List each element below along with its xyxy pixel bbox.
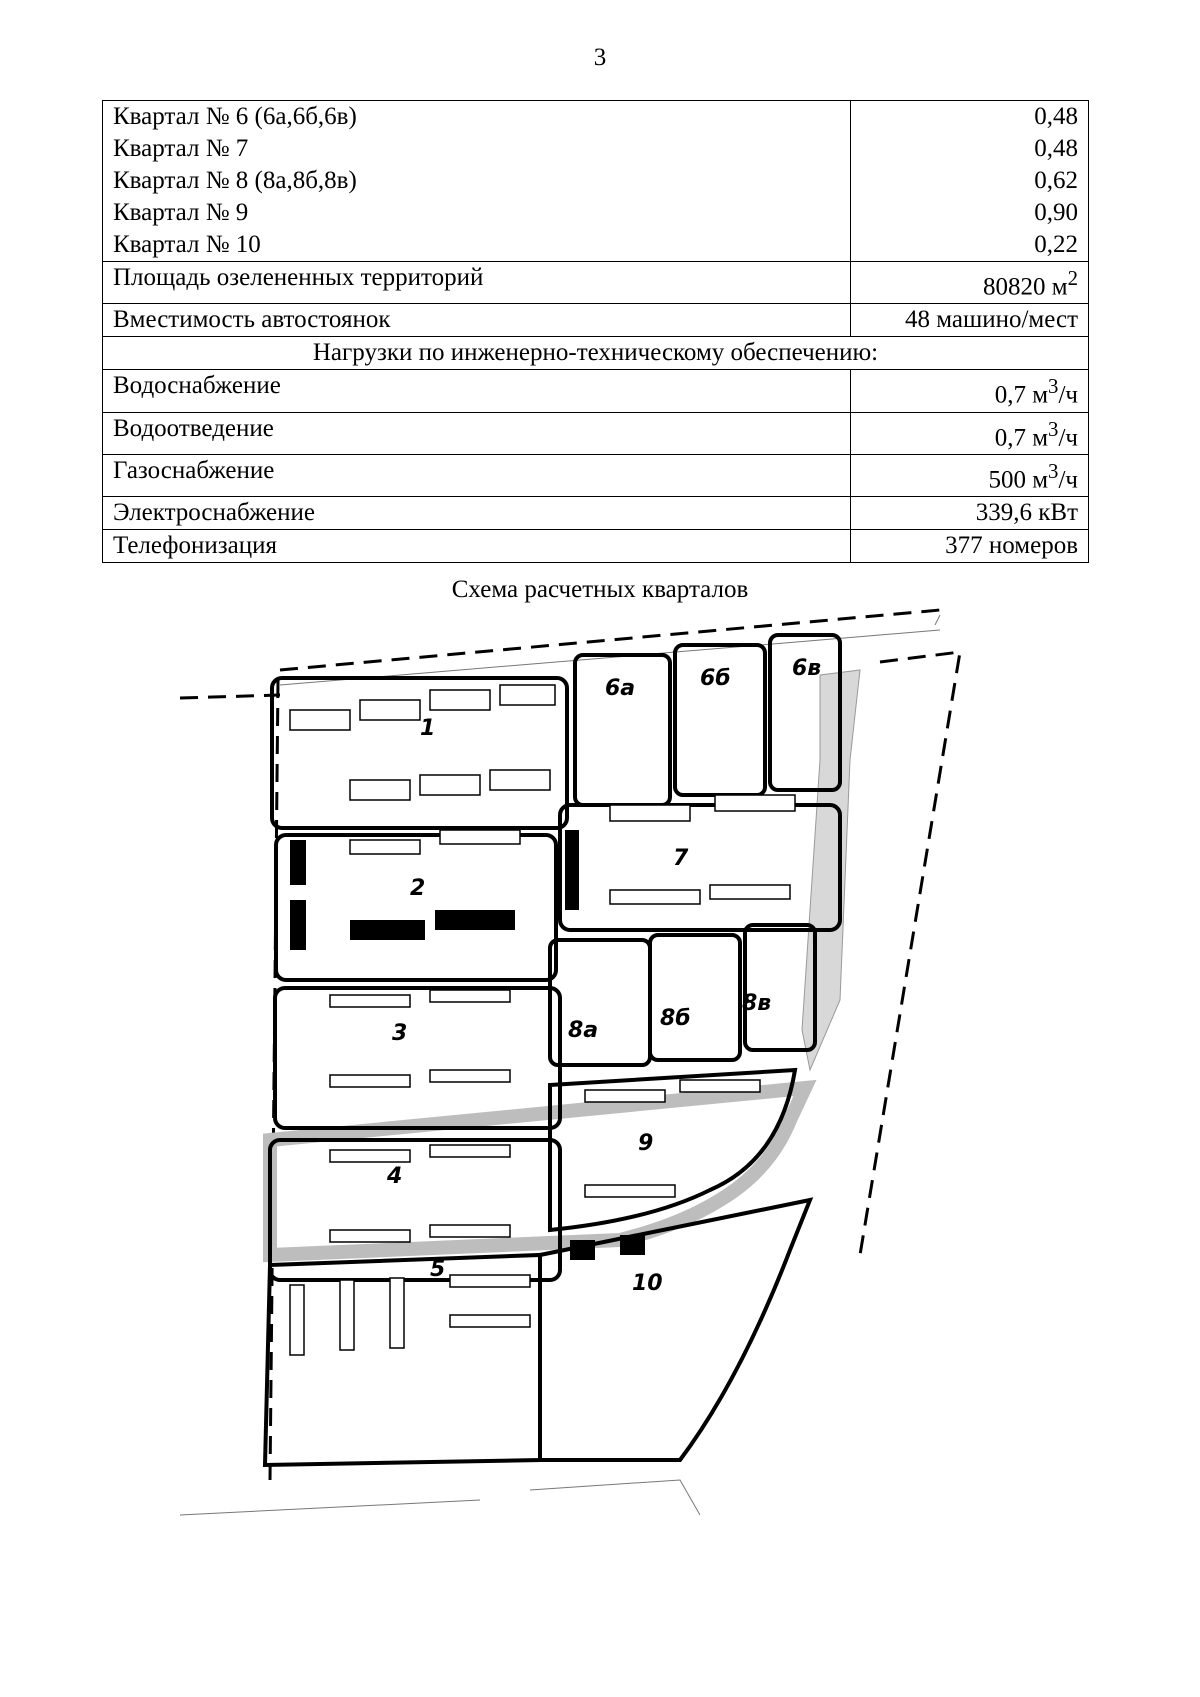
quarter-label-8v: 8в (742, 991, 772, 1016)
quarter-label-4: 4 (387, 1164, 403, 1189)
quarter-label-5: 5 (430, 1257, 446, 1282)
table-row (103, 530, 1089, 563)
water-supply-label: Водоснабжение (103, 370, 851, 412)
scheme-caption: Схема расчетных кварталов (451, 576, 749, 603)
quarter-name: Квартал № 8 (8а,8б,8в) (113, 167, 357, 194)
table-row (103, 337, 1089, 370)
quarter-value: 0,90 (1034, 199, 1078, 226)
power-supply-value: 339,6 кВт (851, 497, 1089, 530)
quarter-label-2: 2 (410, 876, 426, 901)
quarters-scheme (180, 600, 980, 1520)
green-strip (802, 670, 860, 1070)
quarter-labels (386, 656, 821, 1296)
drainage-label: Водоотведение (103, 412, 851, 454)
telephony-value: 377 номеров (851, 530, 1089, 563)
parking-value: 48 машино/мест (851, 304, 1089, 337)
quarter-label-8a: 8а (568, 1018, 599, 1043)
telephony-label: Телефонизация (103, 530, 851, 563)
quarter-8b-outline (650, 935, 740, 1060)
quarter-label-7: 7 (673, 846, 689, 871)
quarter-name: Квартал № 7 (113, 135, 249, 162)
table-row (103, 412, 1089, 454)
table-row (103, 370, 1089, 412)
drainage-value: 0,7 $м^3/ч$ (851, 412, 1089, 454)
quarter-label-8b: 8б (660, 1006, 691, 1031)
table-row (103, 101, 1089, 262)
quarter-value: 0,62 (1034, 167, 1078, 194)
quarter-value: 0,48 (1034, 135, 1078, 162)
table-row (103, 262, 1089, 304)
gas-supply-label: Газоснабжение (103, 454, 851, 496)
quarter-name: Квартал № 10 (113, 231, 261, 258)
quarter-label-1: 1 (420, 716, 436, 741)
indicators-table (102, 100, 1089, 563)
table-row (103, 304, 1089, 337)
table-row (103, 454, 1089, 496)
parking-label: Вместимость автостоянок (103, 304, 851, 337)
green-area-label: Площадь озелененных территорий (103, 262, 851, 304)
quarter-label-3: 3 (392, 1021, 408, 1046)
quarter-label-6a: 6а (605, 676, 636, 701)
quarter-name: Квартал № 6 (6а,6б,6в) (113, 103, 357, 130)
green-area-value: 80820 $м^2$ (851, 262, 1089, 304)
quarter-2-outline (276, 835, 556, 980)
quarter-value: 0,22 (1034, 231, 1078, 258)
gas-supply-value: 500 $м^3/ч$ (851, 454, 1089, 496)
engineering-header: Нагрузки по инженерно-техническому обеспечению: (103, 337, 1089, 370)
quarter-values-cell (851, 101, 1089, 262)
quarter-names-cell (103, 101, 851, 262)
table-row (103, 497, 1089, 530)
quarter-7-outline (560, 805, 840, 930)
quarter-3-outline (275, 988, 560, 1128)
page-number: 3 (593, 44, 607, 71)
quarter-label-9: 9 (638, 1131, 654, 1156)
quarter-value: 0,48 (1034, 103, 1078, 130)
quarter-label-6v: 6в (792, 656, 822, 681)
power-supply-label: Электроснабжение (103, 497, 851, 530)
quarter-8a-outline (550, 940, 650, 1065)
water-supply-value: 0,7 $м^3/ч$ (851, 370, 1089, 412)
quarter-label-10: 10 (632, 1271, 663, 1296)
quarter-label-6b: 6б (700, 666, 731, 691)
quarter-name: Квартал № 9 (113, 199, 249, 226)
